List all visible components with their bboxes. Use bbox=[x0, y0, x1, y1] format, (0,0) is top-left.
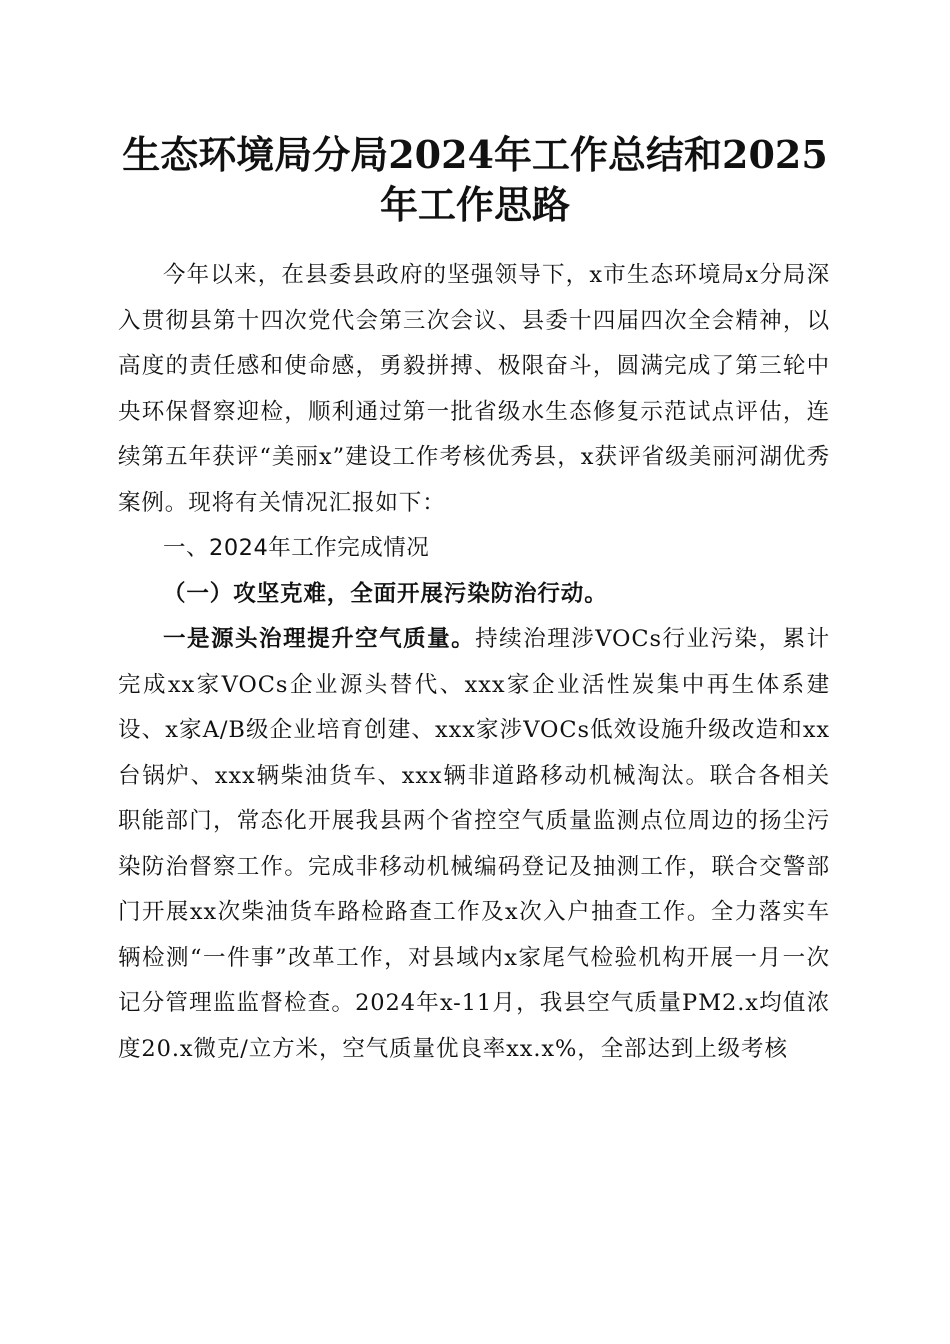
item-paragraph-1 bbox=[118, 617, 830, 1072]
document-body bbox=[118, 253, 830, 1072]
intro-paragraph: 今年以来，在县委县政府的坚强领导下，x市生态环境局x分局深入贯彻县第十四次党代会第三次会议、县委十四届四次全会精神，以高度的责任感和使命感，勇毅拼搏、极限奋斗，圆满完成了第三轮中央环保督察迎检，顺利通过第一批省级水生态修复示范试点评估，连续第五年获评“美丽x”建设工作考核优秀县，x获评省级美丽河湖优秀案例。现将有关情况汇报如下： bbox=[118, 262, 830, 516]
subsection-heading-1: （一）攻坚克难，全面开展污染防治行动。 bbox=[163, 580, 608, 607]
document-title: 生态环境局分局2024年工作总结和2025年工作思路 bbox=[122, 132, 828, 227]
item-text-1: 持续治理涉VOCs行业污染，累计完成xx家VOCs企业源头替代、xxx家企业活性炭集中再生体系建设、x家A/B级企业培育创建、xxx家涉VOCs低效设施升级改造和xx台锅炉、xxx辆柴油货车、xxx辆非道路移动机械淘汰。联合各相关职能部门，常态化开展我县两个省控空气质量监测点位周边的扬尘污染防治督察工作。完成非移动机械编码登记及抽测工作，联合交警部门开展xx次柴油货车路检路查工作及x次入户抽查工作。全力落实车辆检测“一件事”改革工作，对县域内x家尾气检验机构开展一月一次记分管理监监督检查。2024年x-11月，我县空气质量PM2.x均值浓度20.x微克/立方米，空气质量优良率xx.x%，全部达到上级考核 bbox=[118, 626, 830, 1062]
item-lead-1: 一是源头治理提升空气质量。 bbox=[163, 626, 476, 652]
section-heading-1: 一、2024年工作完成情况 bbox=[163, 535, 430, 561]
